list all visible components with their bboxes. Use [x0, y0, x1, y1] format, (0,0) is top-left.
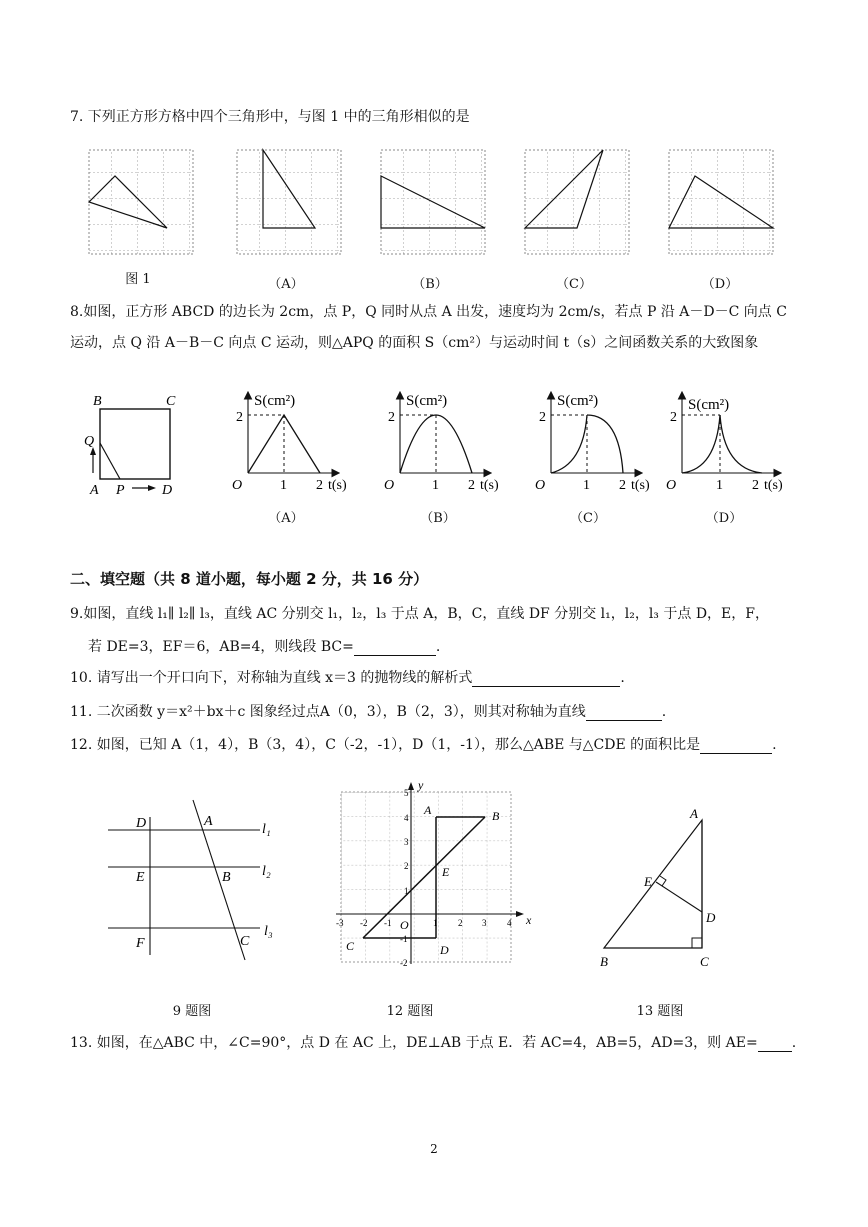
svg-text:-1: -1 — [400, 934, 408, 944]
q10: 10. 请写出一个开口向下，对称轴为直线 x＝3 的抛物线的解析式 . — [70, 670, 625, 686]
svg-text:1: 1 — [280, 478, 287, 493]
q10-answer-blank[interactable] — [472, 672, 620, 687]
q7-option-c: （C） — [556, 277, 592, 292]
q11-answer-blank[interactable] — [586, 706, 662, 721]
svg-text:3: 3 — [404, 837, 409, 847]
option-c-grid — [525, 150, 629, 254]
page-number: 2 — [430, 1142, 438, 1156]
svg-text:2: 2 — [388, 410, 395, 425]
svg-text:A: A — [690, 806, 698, 821]
svg-text:E: E — [136, 870, 145, 885]
svg-text:D: D — [440, 943, 449, 957]
svg-text:2: 2 — [468, 478, 475, 493]
svg-text:2: 2 — [404, 861, 409, 871]
q7-option-b: （B） — [412, 277, 448, 292]
q12: 12. 如图，已知 A（1，4），B（3，4），C（-2，-1），D（1，-1），那么△ABE 与△CDE 的面积比是 . — [70, 737, 777, 753]
graph-a-s-label: S(cm²) — [254, 393, 296, 409]
svg-text:y: y — [418, 778, 424, 792]
fig9-caption: 9 题图 — [172, 1004, 212, 1019]
q7-figures — [85, 146, 785, 258]
svg-text:E: E — [644, 874, 652, 889]
svg-text:2: 2 — [619, 478, 626, 493]
svg-text:O: O — [400, 918, 409, 932]
graph-c — [535, 393, 650, 493]
section-title: 二、填空题（共 8 道小题，每小题 2 分，共 16 分） — [70, 570, 429, 588]
label-q: Q — [84, 434, 95, 449]
fig1-grid — [89, 150, 193, 254]
option-b-grid — [381, 150, 485, 254]
svg-text:D: D — [136, 816, 147, 831]
fig13-caption: 13 题图 — [636, 1004, 684, 1019]
label-b: B — [93, 394, 102, 409]
q8-option-a: （A） — [268, 511, 304, 526]
option-a-grid — [237, 150, 341, 254]
svg-text:2: 2 — [458, 918, 463, 928]
svg-text:-2: -2 — [400, 958, 408, 968]
svg-text:l₁: l₁ — [262, 822, 271, 837]
q13-answer-blank[interactable] — [758, 1037, 792, 1052]
svg-text:A: A — [424, 803, 432, 817]
svg-text:l₂: l₂ — [262, 864, 271, 879]
svg-text:1: 1 — [716, 478, 723, 493]
q8-square-figure — [80, 385, 190, 500]
svg-text:F: F — [136, 936, 145, 951]
svg-text:C: C — [700, 954, 709, 969]
svg-text:O: O — [232, 478, 243, 493]
svg-text:2: 2 — [236, 410, 243, 425]
svg-text:C: C — [346, 939, 355, 953]
svg-text:1: 1 — [404, 886, 409, 896]
svg-text:2: 2 — [752, 478, 759, 493]
svg-text:O: O — [666, 478, 677, 493]
graph-a — [232, 393, 347, 493]
svg-text:4: 4 — [507, 918, 512, 928]
fig1-caption: 图 1 — [125, 272, 151, 287]
svg-text:l₃: l₃ — [264, 924, 273, 939]
label-d: D — [162, 483, 173, 498]
svg-text:S(cm²): S(cm²) — [557, 393, 599, 409]
svg-text:t(s): t(s) — [328, 478, 347, 493]
svg-text:E: E — [442, 865, 450, 879]
svg-text:B: B — [492, 809, 500, 823]
q9-answer-blank[interactable] — [354, 641, 436, 656]
q8-option-c: （C） — [570, 511, 606, 526]
svg-text:5: 5 — [404, 788, 409, 798]
svg-text:x: x — [526, 913, 532, 927]
q11: 11. 二次函数 y＝x²＋bx＋c 图象经过点A（0，3），B（2，3），则其对称轴为直线 . — [70, 704, 667, 720]
q8-line1: 8.如图，正方形 ABCD 的边长为 2cm，点 P，Q 同时从点 A 出发，速度均为 2cm/s，若点 P 沿 A－D－C 向点 C — [70, 304, 787, 320]
q8-graphs — [228, 385, 808, 500]
svg-text:t(s): t(s) — [764, 478, 783, 493]
svg-text:O: O — [535, 478, 546, 493]
svg-text:t(s): t(s) — [631, 478, 650, 493]
svg-text:1: 1 — [432, 478, 439, 493]
fig12 — [330, 778, 540, 978]
q12-answer-blank[interactable] — [700, 739, 772, 754]
svg-text:2: 2 — [670, 410, 677, 425]
q13: 13. 如图，在△ABC 中，∠C=90°，点 D 在 AC 上，DE⊥AB 于点 E．若 AC=4，AB=5，AD=3，则 AE= . — [70, 1035, 797, 1051]
q8-option-b: （B） — [420, 511, 456, 526]
q7-option-a: （A） — [268, 277, 304, 292]
svg-text:-1: -1 — [384, 918, 392, 928]
svg-text:C: C — [240, 934, 250, 949]
svg-text:O: O — [384, 478, 395, 493]
svg-text:D: D — [706, 910, 716, 925]
svg-text:2: 2 — [316, 478, 323, 493]
q9-line1: 9.如图，直线 l₁∥ l₂∥ l₃，直线 AC 分别交 l₁，l₂，l₃ 于点 A，B，C，直线 DF 分别交 l₁，l₂，l₃ 于点 D，E，F， — [70, 606, 769, 622]
q9-line2: 若 DE=3，EF＝6，AB=4，则线段 BC= . — [88, 639, 441, 655]
svg-text:1: 1 — [583, 478, 590, 493]
fig9 — [100, 795, 290, 970]
graph-d — [666, 393, 783, 493]
svg-text:B: B — [222, 870, 231, 885]
svg-text:1: 1 — [433, 918, 438, 928]
q8-line2: 运动，点 Q 沿 A－B－C 向点 C 运动，则△APQ 的面积 S（cm²）与运动时间 t（s）之间函数关系的大致图象 — [70, 335, 759, 351]
graph-b — [384, 393, 499, 493]
label-a: A — [90, 483, 99, 498]
label-p: P — [116, 483, 125, 498]
svg-text:-3: -3 — [336, 918, 344, 928]
svg-text:2: 2 — [539, 410, 546, 425]
option-d-grid — [669, 150, 773, 254]
svg-text:t(s): t(s) — [480, 478, 499, 493]
svg-text:3: 3 — [482, 918, 487, 928]
fig13 — [590, 802, 730, 972]
q7-option-d: （D） — [701, 277, 739, 292]
svg-text:-2: -2 — [360, 918, 368, 928]
fig12-caption: 12 题图 — [386, 1004, 434, 1019]
svg-text:4: 4 — [404, 813, 409, 823]
svg-text:A: A — [204, 814, 213, 829]
svg-text:S(cm²): S(cm²) — [406, 393, 448, 409]
q8-option-d: （D） — [705, 511, 743, 526]
svg-text:B: B — [600, 954, 608, 969]
svg-text:S(cm²): S(cm²) — [688, 397, 730, 413]
label-c: C — [166, 394, 176, 409]
q7-text: 7. 下列正方形方格中四个三角形中，与图 1 中的三角形相似的是 — [70, 109, 470, 125]
